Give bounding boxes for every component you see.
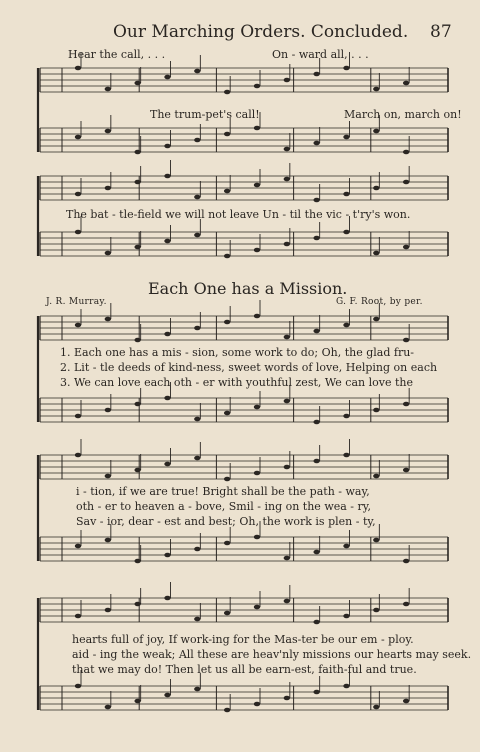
author-credit: J. R. Murray. bbox=[46, 297, 107, 307]
page-number: 87 bbox=[430, 22, 452, 42]
verse-line: aid - ing the weak; All these are heav'nly missions our hearts may seek. bbox=[72, 648, 472, 661]
lyric-line: The trum-pet's call! bbox=[150, 108, 260, 121]
verse-line: that we may do! Then let us all be earn-est, faith-ful and true. bbox=[72, 663, 417, 676]
running-title: Our Marching Orders. Concluded. bbox=[113, 22, 409, 42]
verse-line: 3. We can love each oth - er with youthful zest, We can love the bbox=[60, 376, 413, 389]
hymn-title: Each One has a Mission. bbox=[148, 279, 348, 298]
lyric-line: Hear the call, . . . bbox=[68, 48, 166, 61]
verse-line: Sav - ior, dear - est and best; Oh, the work is plen - ty, bbox=[76, 515, 376, 528]
verse-line: 2. Lit - tle deeds of kind-ness, sweet words of love, Helping on each bbox=[60, 361, 438, 374]
composer-credit: G. F. Root, by per. bbox=[336, 297, 423, 307]
verse-line: hearts full of joy, If work-ing for the Mas-ter be our em - ploy. bbox=[72, 633, 414, 646]
lyric-line: March on, march on! bbox=[344, 108, 462, 121]
lyric-line: The bat - tle-field we will not leave Un - til the vic - t'ry's won. bbox=[66, 208, 411, 221]
verse-line: i - tion, if we are true! Bright shall be the path - way, bbox=[76, 485, 370, 498]
verse-line: 1. Each one has a mis - sion, some work to do; Oh, the glad fru- bbox=[60, 346, 415, 359]
lyric-line: On - ward all, . . . bbox=[272, 48, 369, 61]
verse-line: oth - er to heaven a - bove, Smil - ing on the wea - ry, bbox=[76, 500, 372, 513]
